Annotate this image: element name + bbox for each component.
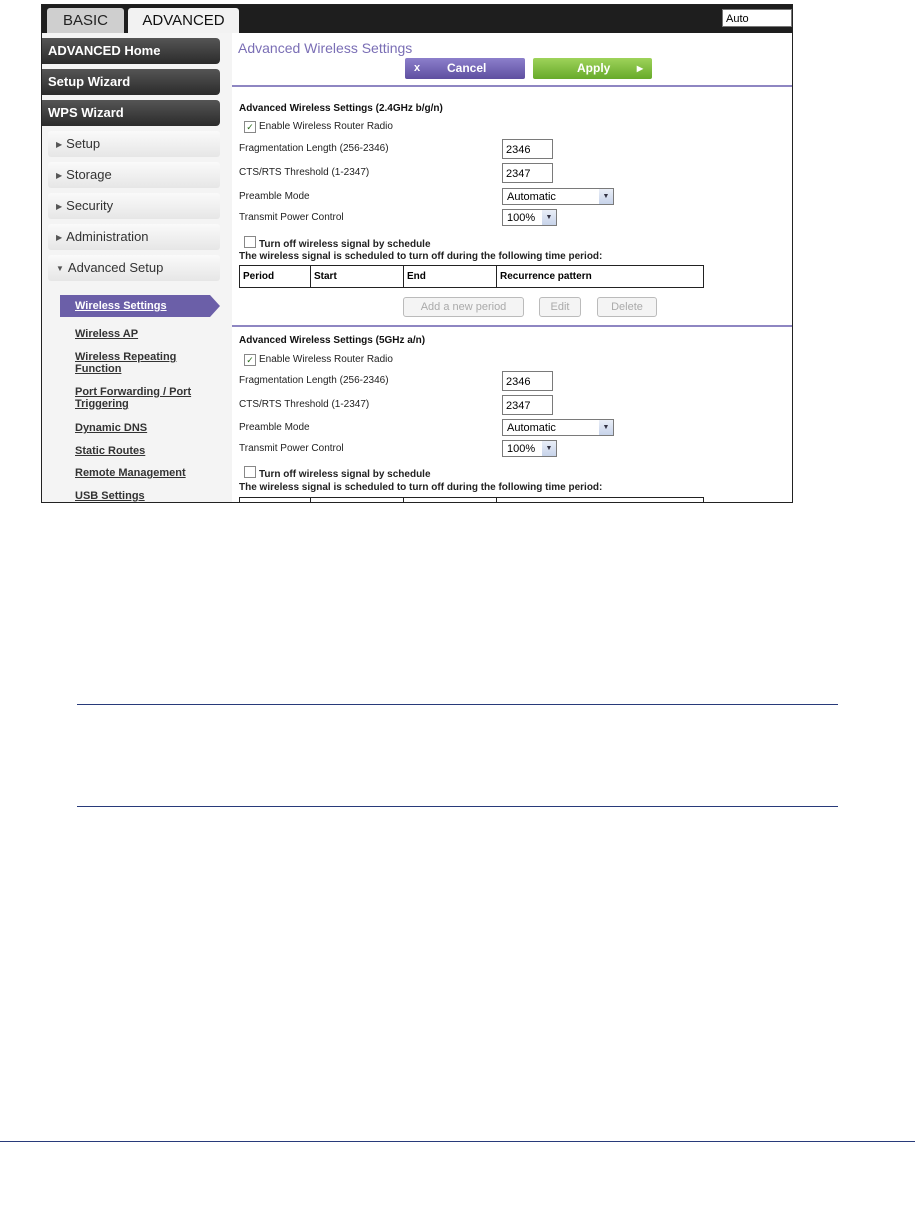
schedule-5-row[interactable] xyxy=(244,466,431,480)
sidebar-item-administration[interactable] xyxy=(48,224,220,250)
frag-length-5-input[interactable]: 2346 xyxy=(502,371,553,391)
sublink-port-forwarding[interactable]: Port Forwarding / Port Triggering xyxy=(75,386,192,410)
caret-down-icon: ▼ xyxy=(56,264,64,273)
chevron-down-icon: ▼ xyxy=(542,441,556,456)
table-cell xyxy=(497,498,704,503)
schedule-24-table xyxy=(239,265,704,288)
sublink-usb-settings[interactable]: USB Settings xyxy=(75,490,145,502)
caret-right-icon: ▶ xyxy=(56,202,63,211)
sublink-remote-management[interactable]: Remote Management xyxy=(75,467,186,479)
sublink-wireless-settings[interactable]: Wireless Settings xyxy=(60,295,210,317)
schedule-5-note: The wireless signal is scheduled to turn off during the following time period: xyxy=(239,482,603,493)
chevron-down-icon: ▼ xyxy=(542,210,556,225)
table-cell xyxy=(311,498,404,503)
section-divider xyxy=(232,85,792,87)
enable-radio-5-row[interactable] xyxy=(244,354,393,366)
cts-threshold-5-input[interactable]: 2347 xyxy=(502,395,553,415)
tab-advanced[interactable]: ADVANCED xyxy=(128,8,239,33)
section-heading-24ghz: Advanced Wireless Settings (2.4GHz b/g/n) xyxy=(239,103,443,114)
section-heading-5ghz: Advanced Wireless Settings (5GHz a/n) xyxy=(239,335,426,346)
preamble-24-label: Preamble Mode xyxy=(239,191,310,202)
sublink-static-routes[interactable]: Static Routes xyxy=(75,445,146,457)
table-cell xyxy=(240,498,311,503)
apply-button[interactable] xyxy=(533,58,652,79)
sublink-dynamic-dns[interactable]: Dynamic DNS xyxy=(75,422,148,434)
power-24-value: 100% xyxy=(507,212,536,224)
sidebar-item-advanced-setup[interactable] xyxy=(48,255,220,281)
edit-button[interactable]: Edit xyxy=(539,297,581,317)
router-admin-screenshot xyxy=(41,4,793,503)
enable-radio-5-label: Enable Wireless Router Radio xyxy=(259,354,393,365)
tab-basic[interactable]: BASIC xyxy=(47,8,124,33)
sidebar-item-label: Setup xyxy=(66,136,101,151)
table-header-recurrence: Recurrence pattern xyxy=(497,266,704,288)
top-tab-bar xyxy=(42,5,792,33)
power-5-select[interactable] xyxy=(502,440,557,457)
preamble-24-select[interactable] xyxy=(502,188,614,205)
page-title: Advanced Wireless Settings xyxy=(238,40,413,56)
sidebar-item-setup[interactable] xyxy=(48,131,220,157)
nav-wps-wizard[interactable]: WPS Wizard xyxy=(42,100,220,126)
add-period-button[interactable]: Add a new period xyxy=(403,297,524,317)
preamble-5-select[interactable] xyxy=(502,419,614,436)
main-panel xyxy=(232,33,792,502)
table-header-end: End xyxy=(404,266,497,288)
note-rule-bottom xyxy=(77,806,838,807)
frag-length-24-label: Fragmentation Length (256-2346) xyxy=(239,143,389,154)
frag-length-5-label: Fragmentation Length (256-2346) xyxy=(239,375,389,386)
sidebar-item-label: Storage xyxy=(66,167,112,182)
frag-length-24-input[interactable]: 2346 xyxy=(502,139,553,159)
sublink-wireless-repeating[interactable]: Wireless Repeating Function xyxy=(75,351,177,375)
sidebar-item-label: Administration xyxy=(66,229,149,244)
caret-right-icon: ▶ xyxy=(56,140,63,149)
sidebar-item-security[interactable] xyxy=(48,193,220,219)
cts-threshold-24-label: CTS/RTS Threshold (1-2347) xyxy=(239,167,370,178)
arrow-right-icon: ▶ xyxy=(636,64,643,73)
checkbox-unchecked-icon[interactable] xyxy=(244,466,256,478)
cancel-label: Cancel xyxy=(447,61,487,75)
schedule-5-label: Turn off wireless signal by schedule xyxy=(259,469,431,480)
preamble-24-value: Automatic xyxy=(507,191,556,203)
section-divider xyxy=(232,325,792,327)
chevron-down-icon: ▼ xyxy=(599,420,613,435)
close-icon: x xyxy=(414,62,421,74)
cts-threshold-5-label: CTS/RTS Threshold (1-2347) xyxy=(239,399,370,410)
checkbox-checked-icon[interactable]: ✓ xyxy=(244,354,256,366)
caret-right-icon: ▶ xyxy=(56,233,63,242)
footer-rule xyxy=(0,1141,915,1142)
sidebar-item-label: Advanced Setup xyxy=(67,260,164,275)
language-select[interactable]: Auto xyxy=(722,9,792,27)
sublink-wireless-ap[interactable]: Wireless AP xyxy=(75,328,139,340)
power-24-label: Transmit Power Control xyxy=(239,212,344,223)
checkbox-unchecked-icon[interactable] xyxy=(244,236,256,248)
preamble-5-label: Preamble Mode xyxy=(239,422,310,433)
power-5-value: 100% xyxy=(507,443,536,455)
sidebar xyxy=(42,33,232,502)
nav-advanced-home[interactable]: ADVANCED Home xyxy=(42,38,220,64)
schedule-24-label: Turn off wireless signal by schedule xyxy=(259,239,431,250)
note-rule-top xyxy=(77,704,838,705)
sidebar-item-label: Security xyxy=(66,198,114,213)
schedule-5-table xyxy=(239,497,704,502)
checkbox-checked-icon[interactable]: ✓ xyxy=(244,121,256,133)
table-header-period: Period xyxy=(240,266,311,288)
caret-right-icon: ▶ xyxy=(56,171,63,180)
power-5-label: Transmit Power Control xyxy=(239,443,344,454)
enable-radio-24-label: Enable Wireless Router Radio xyxy=(259,121,393,132)
cts-threshold-24-input[interactable]: 2347 xyxy=(502,163,553,183)
nav-setup-wizard[interactable]: Setup Wizard xyxy=(42,69,220,95)
delete-button[interactable]: Delete xyxy=(597,297,657,317)
cancel-button[interactable] xyxy=(405,58,525,79)
schedule-24-note: The wireless signal is scheduled to turn off during the following time period: xyxy=(239,251,603,262)
power-24-select[interactable] xyxy=(502,209,557,226)
apply-label: Apply xyxy=(577,61,611,75)
preamble-5-value: Automatic xyxy=(507,422,556,434)
enable-radio-24-row[interactable] xyxy=(244,121,393,133)
chevron-down-icon: ▼ xyxy=(599,189,613,204)
sidebar-item-storage[interactable] xyxy=(48,162,220,188)
table-header-start: Start xyxy=(311,266,404,288)
table-cell xyxy=(404,498,497,503)
schedule-24-row[interactable] xyxy=(244,236,431,250)
